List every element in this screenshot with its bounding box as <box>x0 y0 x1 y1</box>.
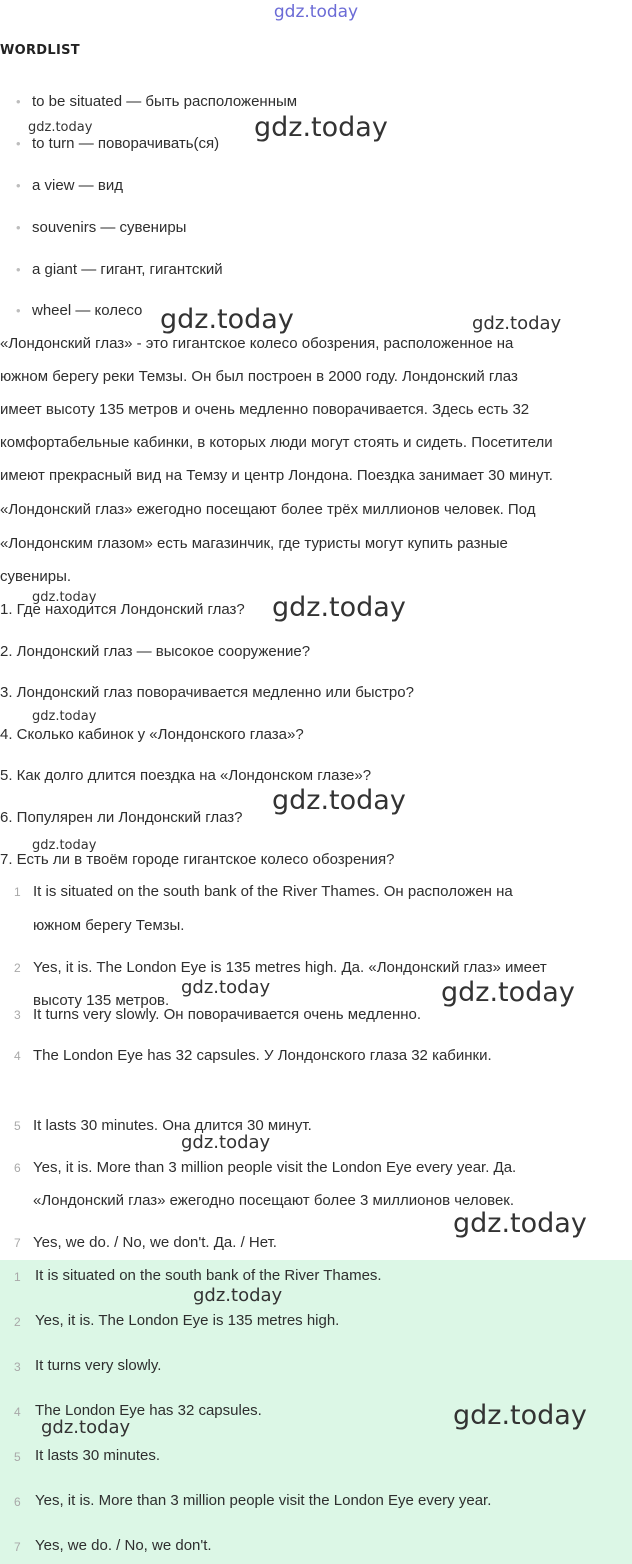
answer-number: 1 <box>14 885 21 899</box>
answer-number: 3 <box>14 1360 21 1374</box>
question-item: 3. Лондонский глаз поворачивается медленно или быстро? <box>0 684 414 701</box>
text-line: имеет высоту 135 метров и очень медленно поворачивается. Здесь есть 32 <box>0 401 530 418</box>
answer-line: высоту 135 метров. <box>33 992 170 1009</box>
wordlist-item: • to be situated — быть расположенным <box>16 93 298 110</box>
answer-number: 4 <box>14 1049 21 1063</box>
answer-line: It is situated on the south bank of the River Thames. Он расположен на <box>33 883 513 900</box>
answer-number: 7 <box>14 1236 21 1250</box>
text-line: сувениры. <box>0 568 72 585</box>
watermark: gdz.today <box>32 590 97 605</box>
wordlist-item: • a giant — гигант, гигантский <box>16 261 223 278</box>
watermark: gdz.today <box>254 112 388 143</box>
answer-number: 2 <box>14 961 21 975</box>
final-answer: Yes, it is. The London Eye is 135 metres high. <box>35 1312 340 1329</box>
bullet-icon: • <box>16 220 21 235</box>
final-answer: The London Eye has 32 capsules. <box>35 1402 262 1419</box>
answer-number: 5 <box>14 1119 21 1133</box>
watermark: gdz.today <box>193 1285 283 1306</box>
watermark: gdz.today <box>181 1132 271 1153</box>
answer-number: 6 <box>14 1161 21 1175</box>
answer-line: It lasts 30 minutes. Она длится 30 минут. <box>33 1117 312 1134</box>
answer-number: 2 <box>14 1315 21 1329</box>
watermark: gdz.today <box>272 785 406 816</box>
bullet-icon: • <box>16 303 21 318</box>
text-line: южном берегу реки Темзы. Он был построен в 2000 году. Лондонский глаз <box>0 368 518 385</box>
site-logo[interactable]: gdz.today <box>273 2 359 22</box>
answer-line: It turns very slowly. Он поворачивается очень медленно. <box>33 1006 422 1023</box>
watermark: gdz.today <box>181 977 271 998</box>
final-answer: It lasts 30 minutes. <box>35 1447 161 1464</box>
answer-number: 6 <box>14 1495 21 1509</box>
final-answer: Yes, it is. More than 3 million people visit the London Eye every year. <box>35 1492 492 1509</box>
bullet-icon: • <box>16 178 21 193</box>
watermark: gdz.today <box>32 709 97 724</box>
answer-line: The London Eye has 32 capsules. У Лондонского глаза 32 кабинки. <box>33 1047 492 1064</box>
answer-line: Yes, it is. More than 3 million people visit the London Eye every year. Да. <box>33 1159 517 1176</box>
wordlist-item: • souvenirs — сувениры <box>16 219 187 236</box>
question-item: 1. Где находится Лондонский глаз? <box>0 601 245 618</box>
text-line: комфортабельные кабинки, в которых люди могут стоять и сидеть. Посетители <box>0 434 553 451</box>
question-item: 5. Как долго длится поездка на «Лондонском глазе»? <box>0 767 372 784</box>
final-answer: It turns very slowly. <box>35 1357 162 1374</box>
watermark: gdz.today <box>272 592 406 623</box>
answer-number: 4 <box>14 1405 21 1419</box>
wordlist-item: • wheel — колесо <box>16 302 143 319</box>
question-item: 6. Популярен ли Лондонский глаз? <box>0 809 243 826</box>
bullet-icon: • <box>16 262 21 277</box>
answer-number: 3 <box>14 1008 21 1022</box>
answer-number: 5 <box>14 1450 21 1464</box>
watermark: gdz.today <box>453 1400 587 1431</box>
watermark: gdz.today <box>28 120 93 135</box>
watermark: gdz.today <box>453 1208 587 1239</box>
watermark: gdz.today <box>472 313 562 334</box>
text-line: имеют прекрасный вид на Темзу и центр Лондона. Поездка занимает 30 минут. <box>0 467 553 484</box>
final-answer: It is situated on the south bank of the River Thames. <box>35 1267 382 1284</box>
text-line: «Лондонский глаз» ежегодно посещают более трёх миллионов человек. Под <box>0 501 536 518</box>
question-item: 4. Сколько кабинок у «Лондонского глаза»? <box>0 726 304 743</box>
wordlist-title: WORDLIST <box>0 43 80 58</box>
bullet-icon: • <box>16 136 21 151</box>
answer-line: «Лондонский глаз» ежегодно посещают более 3 миллионов человек. <box>33 1192 515 1209</box>
watermark: gdz.today <box>41 1417 131 1438</box>
question-item: 2. Лондонский глаз — высокое сооружение? <box>0 643 311 660</box>
answer-line: Yes, it is. The London Eye is 135 metres high. Да. «Лондонский глаз» имеет <box>33 959 547 976</box>
final-answer: Yes, we do. / No, we don't. <box>35 1537 212 1554</box>
watermark: gdz.today <box>441 977 575 1008</box>
answer-number: 1 <box>14 1270 21 1284</box>
wordlist-item: • a view — вид <box>16 177 123 194</box>
watermark: gdz.today <box>32 838 97 853</box>
question-item: 7. Есть ли в твоём городе гигантское колесо обозрения? <box>0 851 395 868</box>
bullet-icon: • <box>16 94 21 109</box>
answer-line: южном берегу Темзы. <box>33 917 185 934</box>
text-line: «Лондонским глазом» есть магазинчик, где туристы могут купить разные <box>0 535 508 552</box>
wordlist-item: • to turn — поворачивать(ся) <box>16 135 220 152</box>
text-line: «Лондонский глаз» - это гигантское колесо обозрения, расположенное на <box>0 335 514 352</box>
answer-number: 7 <box>14 1540 21 1554</box>
watermark: gdz.today <box>160 304 294 335</box>
answer-line: Yes, we do. / No, we don't. Да. / Нет. <box>33 1234 277 1251</box>
